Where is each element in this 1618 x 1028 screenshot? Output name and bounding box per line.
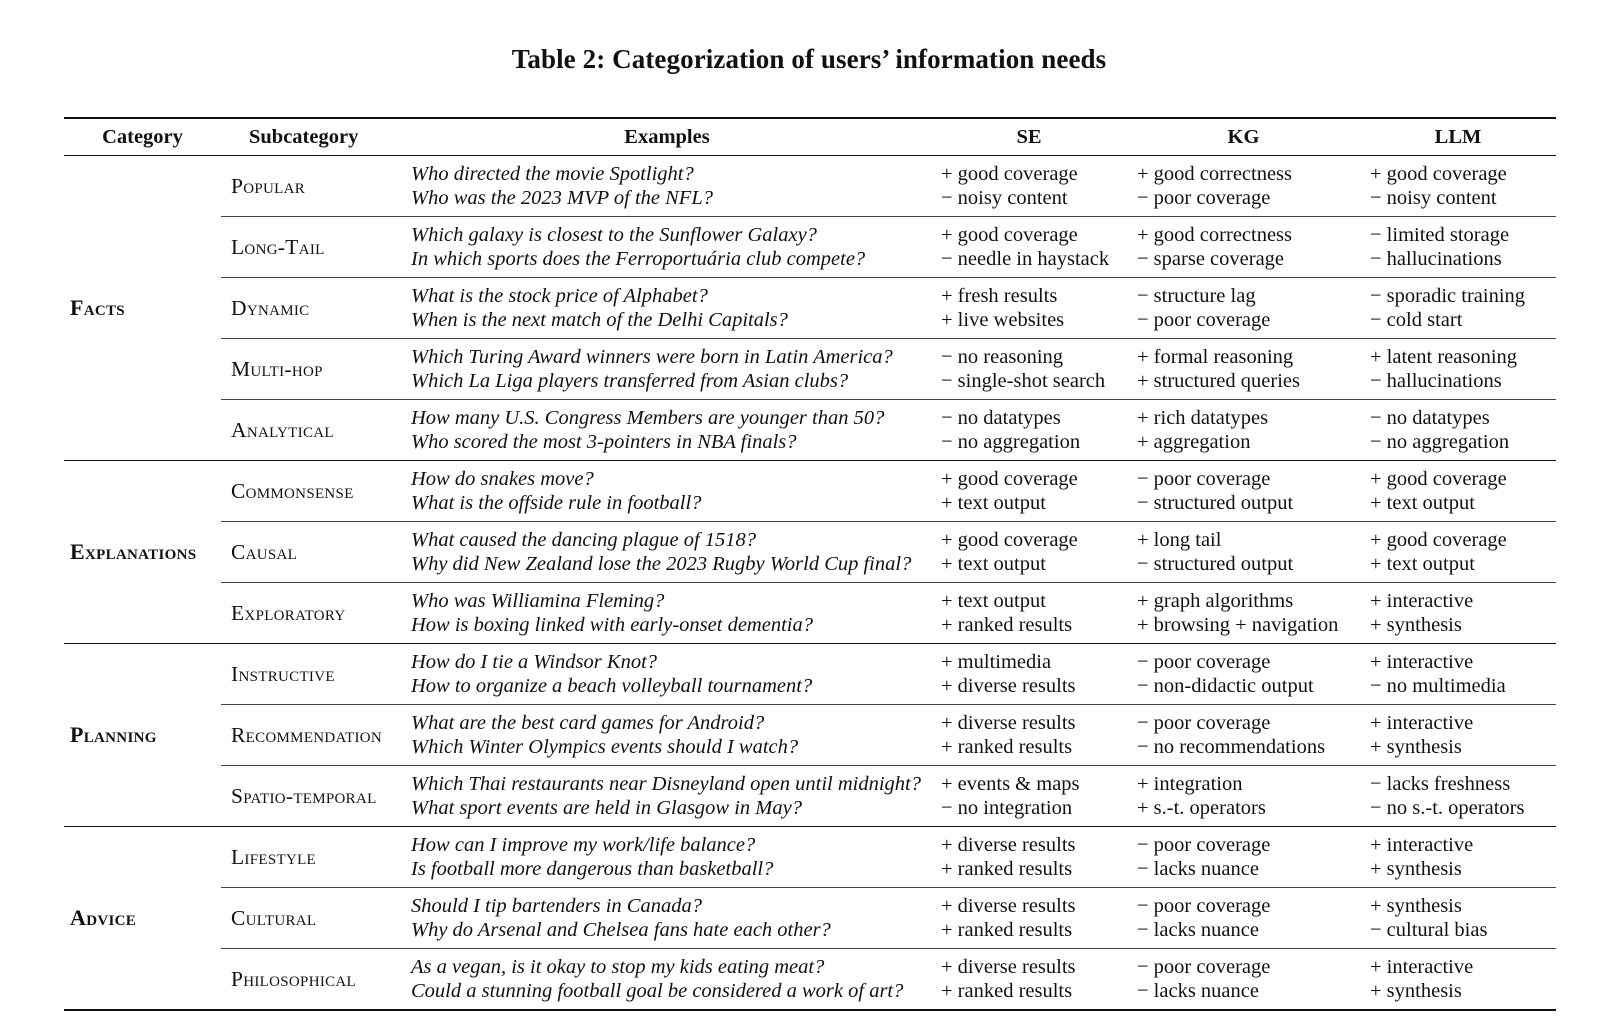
subcategory-cell: Dynamic (221, 278, 403, 339)
se-note: + good coverage (941, 163, 1078, 185)
subcategory-cell: Analytical (221, 400, 403, 461)
kg-note: + long tail (1137, 529, 1222, 551)
subcategory-cell: Causal (221, 522, 403, 583)
llm-cell (1360, 705, 1556, 766)
subcategory-cell: Commonsense (231, 479, 354, 503)
table-row (64, 217, 1556, 278)
example-line: Could a stunning football goal be considered a work of art? (411, 980, 904, 1002)
llm-cell (1360, 217, 1556, 278)
subcategory-cell: Cultural (221, 888, 403, 949)
table-row (64, 156, 1556, 217)
se-note: + diverse results (941, 712, 1076, 734)
header-subcategory: Subcategory (249, 126, 359, 148)
kg-note: − poor coverage (1137, 187, 1271, 209)
kg-cell (1127, 461, 1360, 522)
header-examples: Examples (624, 126, 710, 148)
example-line: Which Turing Award winners were born in Latin America? (411, 346, 893, 368)
se-cell (931, 217, 1127, 278)
llm-note: + interactive (1370, 712, 1474, 734)
category-cell: Explanations (70, 539, 197, 564)
example-line: Who was Williamina Fleming? (411, 590, 665, 612)
llm-note: − hallucinations (1370, 370, 1502, 392)
kg-note: − poor coverage (1137, 468, 1271, 490)
example-line: How is boxing linked with early-onset dementia? (411, 614, 813, 636)
llm-note: − no datatypes (1370, 407, 1490, 429)
se-note: + text output (941, 590, 1046, 612)
subcategory-cell: Spatio-temporal (221, 766, 403, 827)
subcategory-cell: Lifestyle (231, 845, 316, 869)
llm-note: − noisy content (1370, 187, 1497, 209)
table-caption: Table 2: Categorization of users’ information needs (511, 44, 1107, 74)
se-cell (931, 766, 1127, 827)
kg-note: − structure lag (1137, 285, 1256, 307)
examples-cell (403, 888, 931, 949)
llm-note: + synthesis (1370, 980, 1462, 1002)
kg-cell (1127, 583, 1360, 644)
se-note: + ranked results (941, 919, 1073, 941)
se-note: + good coverage (941, 529, 1078, 551)
se-cell (931, 278, 1127, 339)
kg-cell (1127, 400, 1360, 461)
kg-note: + aggregation (1137, 431, 1251, 453)
header-kg: KG (1227, 126, 1260, 148)
table-row (64, 461, 1556, 522)
table-row (64, 888, 1556, 949)
example-line: Which La Liga players transferred from Asian clubs? (411, 370, 849, 392)
llm-cell (1360, 766, 1556, 827)
llm-cell (1360, 339, 1556, 400)
kg-cell (1127, 888, 1360, 949)
llm-cell (1360, 949, 1556, 1011)
table-row (64, 278, 1556, 339)
information-needs-table (64, 117, 1556, 1011)
table-row (64, 827, 1556, 888)
kg-note: − poor coverage (1137, 309, 1271, 331)
se-cell (931, 888, 1127, 949)
llm-note: + good coverage (1370, 529, 1507, 551)
example-line: What caused the dancing plague of 1518? (411, 529, 757, 551)
llm-note: + text output (1370, 492, 1475, 514)
table-row (64, 949, 1556, 1011)
subcategory-cell: Popular (231, 174, 306, 198)
se-note: + ranked results (941, 736, 1073, 758)
llm-note: − cultural bias (1370, 919, 1488, 941)
llm-note: + synthesis (1370, 895, 1462, 917)
llm-note: − no aggregation (1370, 431, 1510, 453)
kg-note: − no recommendations (1137, 736, 1326, 758)
examples-cell (403, 766, 931, 827)
llm-note: + good coverage (1370, 163, 1507, 185)
llm-note: + synthesis (1370, 736, 1462, 758)
example-line: How do I tie a Windsor Knot? (411, 651, 658, 673)
header-llm: LLM (1434, 126, 1482, 148)
kg-note: + good correctness (1137, 163, 1293, 185)
header-category: Category (102, 126, 183, 148)
examples-cell (403, 827, 931, 888)
kg-cell (1127, 522, 1360, 583)
example-line: Why do Arsenal and Chelsea fans hate each other? (411, 919, 831, 941)
se-note: + diverse results (941, 956, 1076, 978)
kg-note: + integration (1137, 773, 1243, 795)
kg-note: − lacks nuance (1137, 980, 1259, 1002)
table-row (64, 339, 1556, 400)
header-row (64, 118, 1556, 156)
kg-note: + s.-t. operators (1137, 797, 1266, 819)
llm-note: + interactive (1370, 651, 1474, 673)
subcategory-cell: Recommendation (221, 705, 403, 766)
se-cell (931, 461, 1127, 522)
kg-note: + graph algorithms (1137, 590, 1294, 612)
se-note: − no reasoning (941, 346, 1064, 368)
llm-note: − cold start (1370, 309, 1463, 331)
llm-cell (1360, 522, 1556, 583)
example-line: How many U.S. Congress Members are younger than 50? (411, 407, 885, 429)
llm-cell (1360, 827, 1556, 888)
kg-note: − lacks nuance (1137, 858, 1259, 880)
llm-note: + latent reasoning (1370, 346, 1518, 368)
header-se: SE (1016, 126, 1042, 148)
se-note: + ranked results (941, 614, 1073, 636)
se-note: − needle in haystack (941, 248, 1110, 270)
llm-note: − no s.-t. operators (1370, 797, 1525, 819)
subcategory-cell: Long-Tail (221, 217, 403, 278)
llm-note: + synthesis (1370, 614, 1462, 636)
llm-cell (1360, 461, 1556, 522)
llm-note: − sporadic training (1370, 285, 1526, 307)
se-cell (931, 949, 1127, 1011)
kg-note: + formal reasoning (1137, 346, 1294, 368)
examples-cell (403, 644, 931, 705)
example-line: Why did New Zealand lose the 2023 Rugby World Cup final? (411, 553, 912, 575)
se-cell (931, 156, 1127, 217)
se-note: − no integration (941, 797, 1073, 819)
llm-note: + interactive (1370, 834, 1474, 856)
llm-note: + text output (1370, 553, 1475, 575)
examples-cell (403, 461, 931, 522)
example-line: Who scored the most 3-pointers in NBA finals? (411, 431, 797, 453)
table-row (64, 583, 1556, 644)
kg-cell (1127, 644, 1360, 705)
llm-note: − hallucinations (1370, 248, 1502, 270)
kg-note: + structured queries (1137, 370, 1300, 392)
se-note: + live websites (941, 309, 1065, 331)
se-cell (931, 522, 1127, 583)
examples-cell (403, 278, 931, 339)
llm-note: + interactive (1370, 956, 1474, 978)
example-line: How to organize a beach volleyball tournament? (411, 675, 813, 697)
se-note: + good coverage (941, 468, 1078, 490)
kg-note: − structured output (1137, 553, 1294, 575)
example-line: As a vegan, is it okay to stop my kids eating meat? (411, 956, 825, 978)
example-line: Should I tip bartenders in Canada? (411, 895, 702, 917)
kg-note: + good correctness (1137, 224, 1293, 246)
category-cell: Planning (70, 722, 157, 747)
table-body (64, 156, 1556, 1011)
kg-cell (1127, 766, 1360, 827)
subcategory-cell: Multi-hop (221, 339, 403, 400)
llm-note: − limited storage (1370, 224, 1510, 246)
se-cell (931, 705, 1127, 766)
kg-note: − sparse coverage (1137, 248, 1285, 270)
examples-cell (403, 705, 931, 766)
example-line: Which Winter Olympics events should I watch? (411, 736, 799, 758)
examples-cell (403, 400, 931, 461)
llm-note: + synthesis (1370, 858, 1462, 880)
llm-cell (1360, 644, 1556, 705)
llm-note: + interactive (1370, 590, 1474, 612)
kg-cell (1127, 705, 1360, 766)
llm-cell (1360, 583, 1556, 644)
example-line: What is the stock price of Alphabet? (411, 285, 708, 307)
se-note: + text output (941, 553, 1046, 575)
llm-note: − lacks freshness (1370, 773, 1511, 795)
se-note: + ranked results (941, 980, 1073, 1002)
se-cell (931, 339, 1127, 400)
se-note: − single-shot search (941, 370, 1106, 392)
example-line: How can I improve my work/life balance? (411, 834, 756, 856)
llm-note: + good coverage (1370, 468, 1507, 490)
subcategory-cell: Philosophical (221, 949, 403, 1011)
example-line: Which galaxy is closest to the Sunflower Galaxy? (411, 224, 817, 246)
kg-note: + browsing + navigation (1137, 614, 1339, 636)
kg-note: − structured output (1137, 492, 1294, 514)
se-note: + diverse results (941, 834, 1076, 856)
se-note: + text output (941, 492, 1046, 514)
examples-cell (403, 583, 931, 644)
example-line: In which sports does the Ferroportuária club compete? (411, 248, 866, 270)
llm-note: − no multimedia (1370, 675, 1506, 697)
se-note: + diverse results (941, 675, 1076, 697)
se-cell (931, 400, 1127, 461)
kg-note: − poor coverage (1137, 956, 1271, 978)
se-note: − noisy content (941, 187, 1068, 209)
examples-cell (403, 339, 931, 400)
table-row (64, 705, 1556, 766)
kg-note: − poor coverage (1137, 834, 1271, 856)
kg-cell (1127, 156, 1360, 217)
kg-note: − non-didactic output (1137, 675, 1314, 697)
examples-cell (403, 522, 931, 583)
kg-cell (1127, 949, 1360, 1011)
category-cell: Facts (70, 295, 125, 320)
example-line: What is the offside rule in football? (411, 492, 702, 514)
subcategory-cell: Exploratory (221, 583, 403, 644)
kg-cell (1127, 217, 1360, 278)
table-row (64, 766, 1556, 827)
kg-cell (1127, 339, 1360, 400)
se-note: + multimedia (941, 651, 1052, 673)
se-note: + good coverage (941, 224, 1078, 246)
kg-note: − poor coverage (1137, 895, 1271, 917)
se-cell (931, 644, 1127, 705)
example-line: Is football more dangerous than basketball? (411, 858, 774, 880)
se-note: + fresh results (941, 285, 1058, 307)
kg-note: − lacks nuance (1137, 919, 1259, 941)
se-cell (931, 583, 1127, 644)
se-note: + events & maps (941, 773, 1080, 795)
example-line: Who was the 2023 MVP of the NFL? (411, 187, 713, 209)
kg-note: − poor coverage (1137, 712, 1271, 734)
se-cell (931, 827, 1127, 888)
se-note: + ranked results (941, 858, 1073, 880)
example-line: Who directed the movie Spotlight? (411, 163, 694, 185)
category-cell: Advice (70, 905, 137, 930)
example-line: What are the best card games for Android? (411, 712, 765, 734)
subcategory-cell: Instructive (231, 662, 335, 686)
kg-note: + rich datatypes (1137, 407, 1269, 429)
examples-cell (403, 949, 931, 1011)
table-row (64, 400, 1556, 461)
llm-cell (1360, 278, 1556, 339)
kg-cell (1127, 278, 1360, 339)
llm-cell (1360, 888, 1556, 949)
example-line: When is the next match of the Delhi Capitals? (411, 309, 788, 331)
example-line: What sport events are held in Glasgow in May? (411, 797, 802, 819)
table-header (64, 118, 1556, 156)
se-note: − no aggregation (941, 431, 1081, 453)
example-line: Which Thai restaurants near Disneyland open until midnight? (411, 773, 922, 795)
se-note: − no datatypes (941, 407, 1061, 429)
example-line: How do snakes move? (411, 468, 594, 490)
kg-cell (1127, 827, 1360, 888)
examples-cell (403, 217, 931, 278)
examples-cell (403, 156, 931, 217)
llm-cell (1360, 156, 1556, 217)
kg-note: − poor coverage (1137, 651, 1271, 673)
se-note: + diverse results (941, 895, 1076, 917)
table-row (64, 644, 1556, 705)
llm-cell (1360, 400, 1556, 461)
table-row (64, 522, 1556, 583)
